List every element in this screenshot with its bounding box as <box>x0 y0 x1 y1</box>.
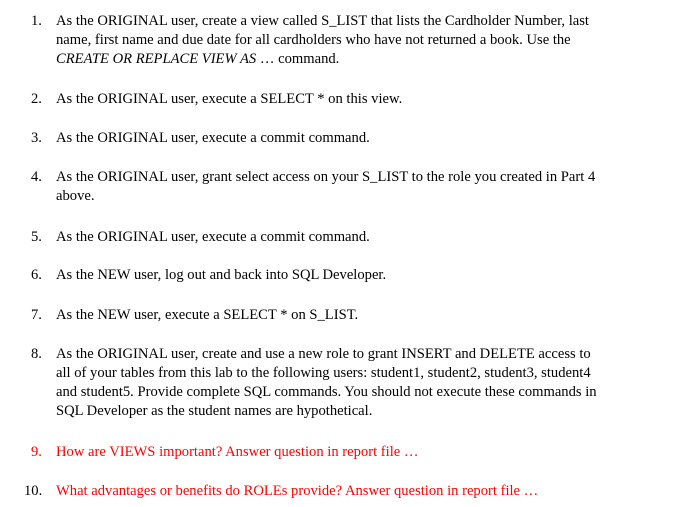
item-number: 4. <box>31 169 42 185</box>
item-line-rest: … command. <box>256 51 340 67</box>
item-text: What advantages or benefits do ROLEs provide? Answer question in report file … <box>56 483 539 499</box>
item-number: 3. <box>31 130 42 146</box>
item-line: and student5. Provide complete SQL commands. You should not execute these commands in <box>56 384 597 400</box>
item-line: name, first name and due date for all cardholders who have not returned a book. Use the <box>56 32 571 48</box>
item-line: above. <box>56 188 95 204</box>
item-line <box>56 50 676 69</box>
item-number: 9. <box>31 444 42 460</box>
item-text: As the ORIGINAL user, execute a commit command. <box>56 229 370 245</box>
item-text: How are VIEWS important? Answer question in report file … <box>56 444 419 460</box>
item-number: 6. <box>31 267 42 283</box>
item-line: As the ORIGINAL user, create a view called S_LIST that lists the Cardholder Number, last <box>56 13 589 29</box>
item-text: As the ORIGINAL user, execute a commit command. <box>56 130 370 146</box>
item-text: As the NEW user, execute a SELECT * on S_LIST. <box>56 307 359 323</box>
item-line: As the ORIGINAL user, grant select access on your S_LIST to the role you created in Part 4 <box>56 169 596 185</box>
item-number: 2. <box>31 91 42 107</box>
item-line: SQL Developer as the student names are hypothetical. <box>56 403 373 419</box>
item-number: 5. <box>31 229 42 245</box>
item-number: 10. <box>24 483 43 499</box>
item-text <box>56 345 676 421</box>
item-text <box>56 12 676 69</box>
item-line: As the ORIGINAL user, create and use a new role to grant INSERT and DELETE access to <box>56 346 591 362</box>
item-number: 8. <box>31 346 42 362</box>
item-text: As the ORIGINAL user, execute a SELECT * on this view. <box>56 91 403 107</box>
italic-command: CREATE OR REPLACE VIEW AS <box>56 51 257 67</box>
item-number: 7. <box>31 307 42 323</box>
item-line: all of your tables from this lab to the following users: student1, student2, student3, student4 <box>56 365 591 381</box>
item-text: As the NEW user, log out and back into SQL Developer. <box>56 267 387 283</box>
item-number: 1. <box>31 13 42 29</box>
item-text <box>56 168 676 206</box>
